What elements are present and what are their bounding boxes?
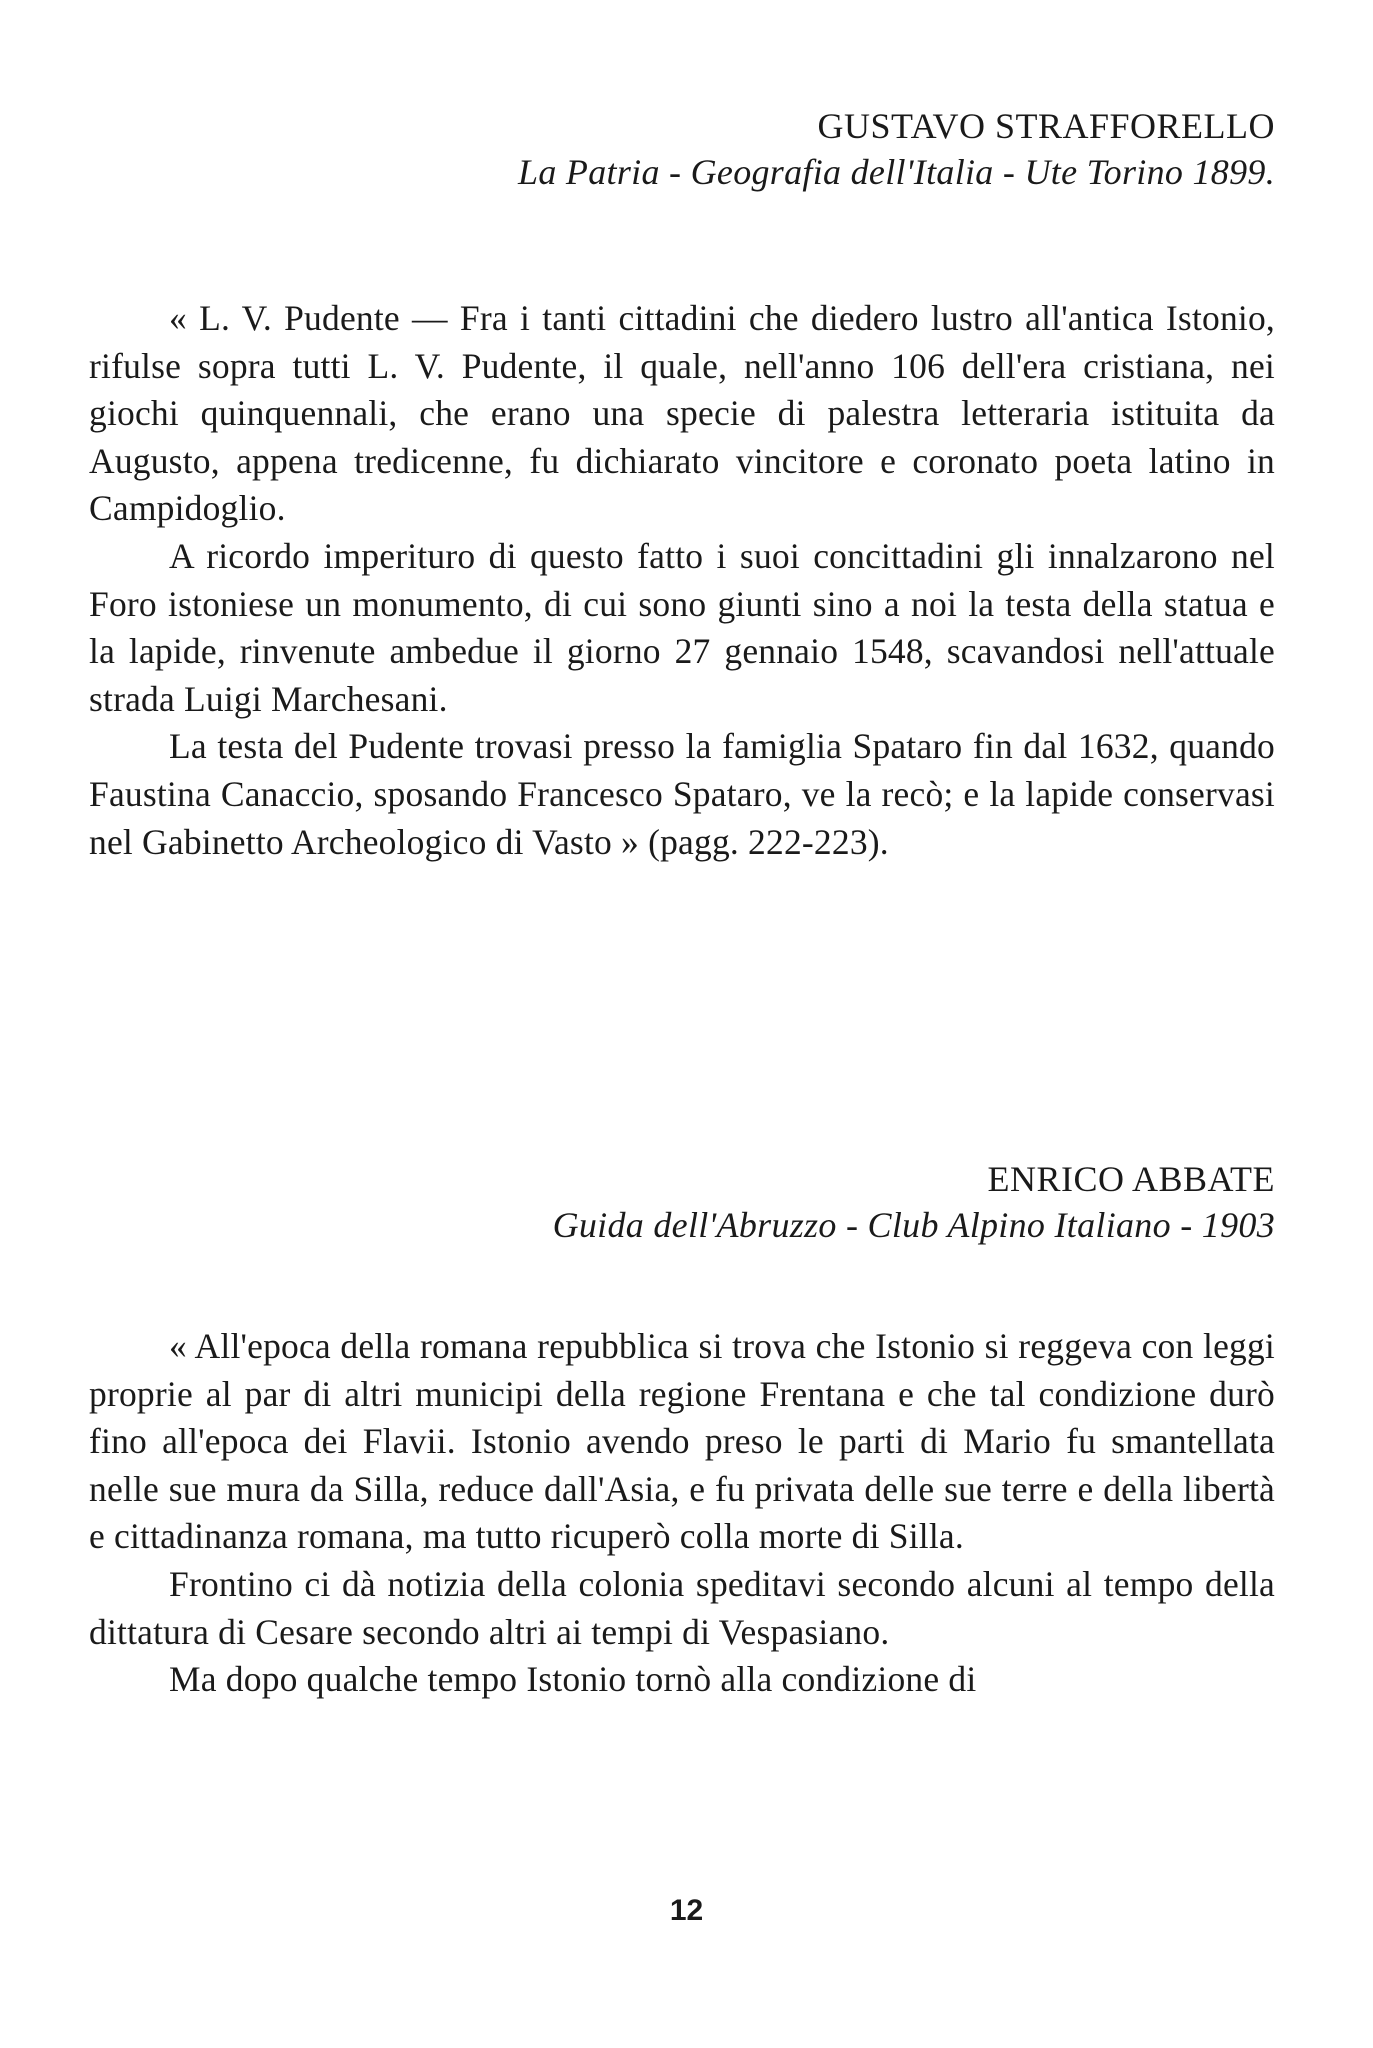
paragraph: « L. V. Pudente — Fra i tanti cittadini che diedero lustro all'antica Istonio, rifulse sopra tutti L. V. Pudente, il quale, nell'anno 106 dell'era cristiana, nei giochi quinquennali, che erano una specie di palestra letteraria istituita da Augusto, appena tredicenne, fu dichiarato vincitore e coronato poeta latino in Campidoglio. <box>89 298 1275 529</box>
paragraph: La testa del Pudente trovasi presso la famiglia Spataro fin dal 1632, quando Faustina Canaccio, sposando Francesco Spataro, ve la recò; e la lapide conservasi nel Gabinetto Archeologico di Vasto » (pagg. 222-223). <box>89 726 1275 862</box>
author-name: GUSTAVO STRAFFORELLO <box>817 106 1275 146</box>
paragraph: Ma dopo qualche tempo Istonio tornò alla condizione di <box>169 1659 977 1700</box>
citation-header-strafforello <box>518 103 1275 195</box>
paragraph: A ricordo imperituro di questo fatto i suoi concittadini gli innalzarono nel Foro istoniese un monumento, di cui sono giunti sino a noi la testa della statua e la lapide, rinvenute ambedue il giorno 27 gennaio 1548, scavandosi nell'attuale strada Luigi Marchesani. <box>89 535 1275 719</box>
source-title: La Patria - Geografia dell'Italia - Ute Torino 1899. <box>518 152 1275 192</box>
quotation-abbate <box>89 1323 1275 1704</box>
source-title: Guida dell'Abruzzo - Club Alpino Italiano - 1903 <box>552 1205 1275 1245</box>
page-number: 12 <box>669 1894 704 1927</box>
quotation-strafforello <box>89 295 1275 866</box>
paragraph: Frontino ci dà notizia della colonia speditavi secondo alcuni al tempo della dittatura di Cesare secondo altri ai tempi di Vespasiano. <box>89 1563 1275 1652</box>
author-name: ENRICO ABBATE <box>987 1159 1275 1199</box>
citation-header-abbate <box>553 1156 1275 1248</box>
paragraph: « All'epoca della romana repubblica si trova che Istonio si reggeva con leggi proprie al par di altri municipi della regione Frentana e che tal condizione durò fino all'epoca dei Flavii. Istonio avendo preso le parti di Mario fu smantellata nelle sue mura da Silla, reduce dall'Asia, e fu privata delle sue terre e della libertà e cittadinanza romana, ma tutto ricuperò colla morte di Silla. <box>89 1326 1275 1557</box>
